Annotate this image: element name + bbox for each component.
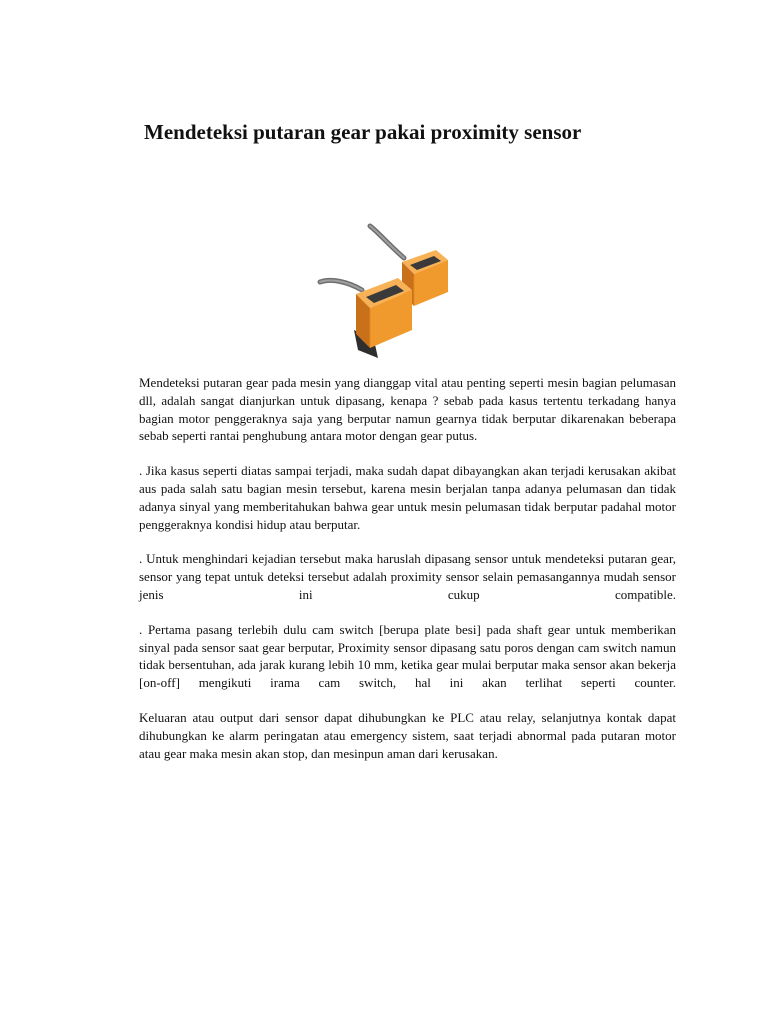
paragraph-2: . Jika kasus seperti diatas sampai terjadi, maka sudah dapat dibayangkan akan terjadi kerusakan akibat aus pada salah satu bagian mesin tersebut, karena mesin berjalan tanpa adanya pelumasan dan tidak adanya sinyal yang memberitahukan bahwa gear untuk mesin pelumasan tidak berputar padahal motor penggeraknya kondisi hidup atau berputar. (139, 463, 676, 532)
paragraph-1: Mendeteksi putaran gear pada mesin yang dianggap vital atau penting seperti mesin bagian pelumasan dll, adalah sangat dianjurkan untuk dipasang, kenapa ? sebab pada kasus tertentu terkadang hanya bagian motor penggeraknya saja yang berputar namun gearnya tidak berputar dikarenakan beberapa sebab seperti rantai penghubung antara motor dengan gear putus. (139, 375, 676, 444)
paragraph-4: . Pertama pasang terlebih dulu cam switch [berupa plate besi] pada shaft gear untuk memberikan sinyal pada sensor saat gear berputar, Proximity sensor dipasang satu poros dengan cam switch namun tidak bersentuhan, ada jarak kurang lebih 10 mm, ketika gear mulai berputar maka sensor akan bekerja [on-off] mengikuti irama cam switch, hal ini akan terlihat seperti counter. (139, 621, 676, 691)
proximity-sensor-icon (312, 218, 462, 363)
paragraph-5: Keluaran atau output dari sensor dapat dihubungkan ke PLC atau relay, selanjutnya kontak dapat dihubungkan ke alarm peringatan atau emergency sistem, saat terjadi abnormal pada putaran motor atau gear maka mesin akan stop, dan mesinpun aman dari kerusakan. (139, 709, 676, 761)
article-body (139, 374, 676, 779)
paragraph-3: . Untuk menghindari kejadian tersebut maka haruslah dipasang sensor untuk mendeteksi putaran gear, sensor yang tepat untuk deteksi tersebut adalah proximity sensor selain pemasangannya mudah sensor jenis ini cukup compatible. (139, 551, 676, 602)
proximity-sensor-image (312, 218, 462, 363)
page-title: Mendeteksi putaran gear pakai proximity sensor (144, 120, 582, 144)
